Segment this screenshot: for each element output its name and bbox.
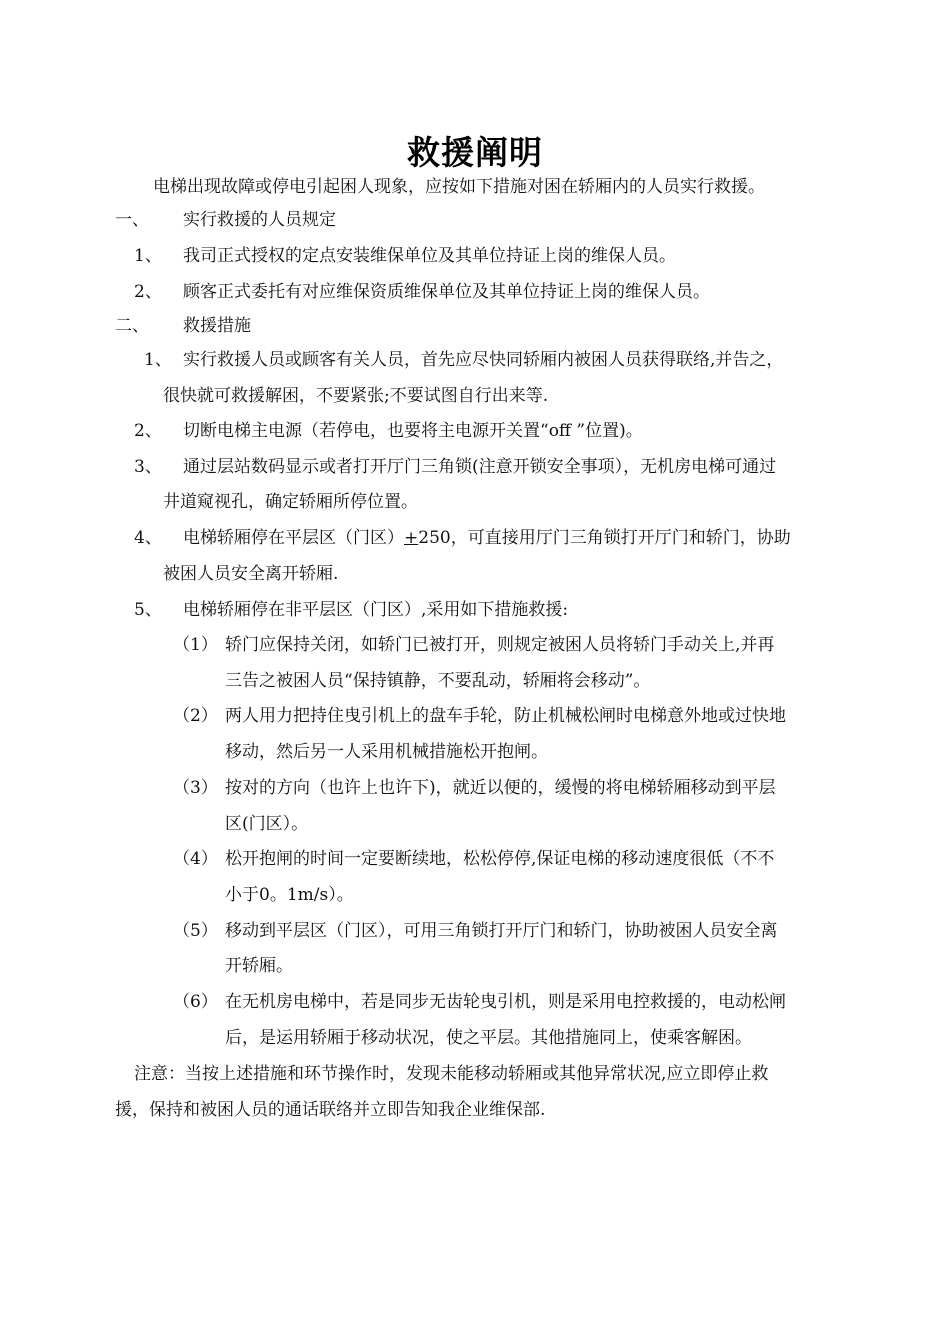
section1-item2-number: 2、 xyxy=(134,282,162,302)
subitem4-number: （4） xyxy=(173,849,218,869)
subitem5-line2: 开轿厢。 xyxy=(225,956,293,976)
section2-item3-line1: 通过层站数码显示或者打开厅门三角锁(注意开锁安全事项），无机房电梯可通过 xyxy=(183,457,777,477)
subitem2-line2: 移动，然后另一人采用机械措施松开抱闸。 xyxy=(225,742,548,762)
subitem4-line2: 小于0。1m/s）。 xyxy=(225,885,354,905)
subitem1-line2: 三告之被困人员“保持镇静，不要乱动，轿厢将会移动”。 xyxy=(225,671,651,691)
section2-item1-line1: 实行救援人员或顾客有关人员，首先应尽快同轿厢内被困人员获得联络,并告之， xyxy=(183,350,784,370)
section2-item5-number: 5、 xyxy=(134,600,162,620)
section2-item4-line2: 被困人员安全离开轿厢. xyxy=(163,564,339,584)
section2-item3-line2: 井道窥视孔，确定轿厢所停位置。 xyxy=(163,492,418,512)
section2-item1-number: 1、 xyxy=(144,350,172,370)
subitem1-number: （1） xyxy=(173,635,218,655)
section1-heading: 实行救援的人员规定 xyxy=(183,210,336,230)
section2-item1-line2: 很快就可救援解困，不要紧张;不要试图自行出来等. xyxy=(163,386,549,406)
section2-heading: 救援措施 xyxy=(183,316,251,336)
intro-text: 电梯出现故障或停电引起困人现象，应按如下措施对困在轿厢内的人员实行救援。 xyxy=(153,177,765,197)
subitem3-line1: 按对的方向（也许上也许下)，就近以便的，缓慢的将电梯轿厢移动到平层 xyxy=(225,778,776,798)
section1-item1-text: 我司正式授权的定点安装维保单位及其单位持证上岗的维保人员。 xyxy=(183,246,676,266)
subitem5-number: （5） xyxy=(173,921,218,941)
section1-item1-number: 1、 xyxy=(134,246,162,266)
section2-item5-line1: 电梯轿厢停在非平层区（门区）,采用如下措施救援: xyxy=(183,600,569,620)
subitem3-number: （3） xyxy=(173,778,218,798)
subitem2-number: （2） xyxy=(173,706,218,726)
subitem6-line2: 后，是运用轿厢于移动状况，使之平层。其他措施同上，使乘客解困。 xyxy=(225,1028,752,1048)
note-line2: 援，保持和被困人员的通话联络并立即告知我企业维保部. xyxy=(115,1100,546,1120)
section2-item4-line1 xyxy=(183,526,791,550)
note-line1: 注意：当按上述措施和环节操作时，发现未能移动轿厢或其他异常状况,应立即停止救 xyxy=(134,1064,769,1084)
subitem4-line1: 松开抱闸的时间一定要断续地，松松停停,保证电梯的移动速度很低（不不 xyxy=(225,849,775,869)
subitem6-line1: 在无机房电梯中，若是同步无齿轮曳引机，则是采用电控救援的，电动松闸 xyxy=(225,992,786,1012)
section2-item4-number: 4、 xyxy=(134,528,162,548)
subitem2-line1: 两人用力把持住曳引机上的盘车手轮，防止机械松闸时电梯意外地或过快地 xyxy=(225,706,786,726)
section2-item4-line1-b: 250，可直接用厅门三角锁打开厅门和轿门，协助 xyxy=(418,528,791,548)
subitem6-number: （6） xyxy=(173,992,218,1012)
section2-number: 二、 xyxy=(115,316,149,336)
section2-item3-number: 3、 xyxy=(134,457,162,477)
section2-item2-line1: 切断电梯主电源（若停电，也要将主电源开关置“off ”位置)。 xyxy=(183,421,643,441)
page-title: 救援阐明 xyxy=(407,133,543,172)
section2-item2-number: 2、 xyxy=(134,421,162,441)
plus-minus-sign: + xyxy=(404,528,419,548)
section2-item4-line1-a: 电梯轿厢停在平层区（门区） xyxy=(183,528,404,548)
subitem1-line1: 轿门应保持关闭，如轿门已被打开，则规定被困人员将轿门手动关上,并再 xyxy=(225,635,775,655)
subitem3-line2: 区(门区）。 xyxy=(225,814,309,834)
section1-item2-text: 顾客正式委托有对应维保资质维保单位及其单位持证上岗的维保人员。 xyxy=(183,282,710,302)
section1-number: 一、 xyxy=(115,210,149,230)
subitem5-line1: 移动到平层区（门区），可用三角锁打开厅门和轿门，协助被困人员安全离 xyxy=(225,921,778,941)
